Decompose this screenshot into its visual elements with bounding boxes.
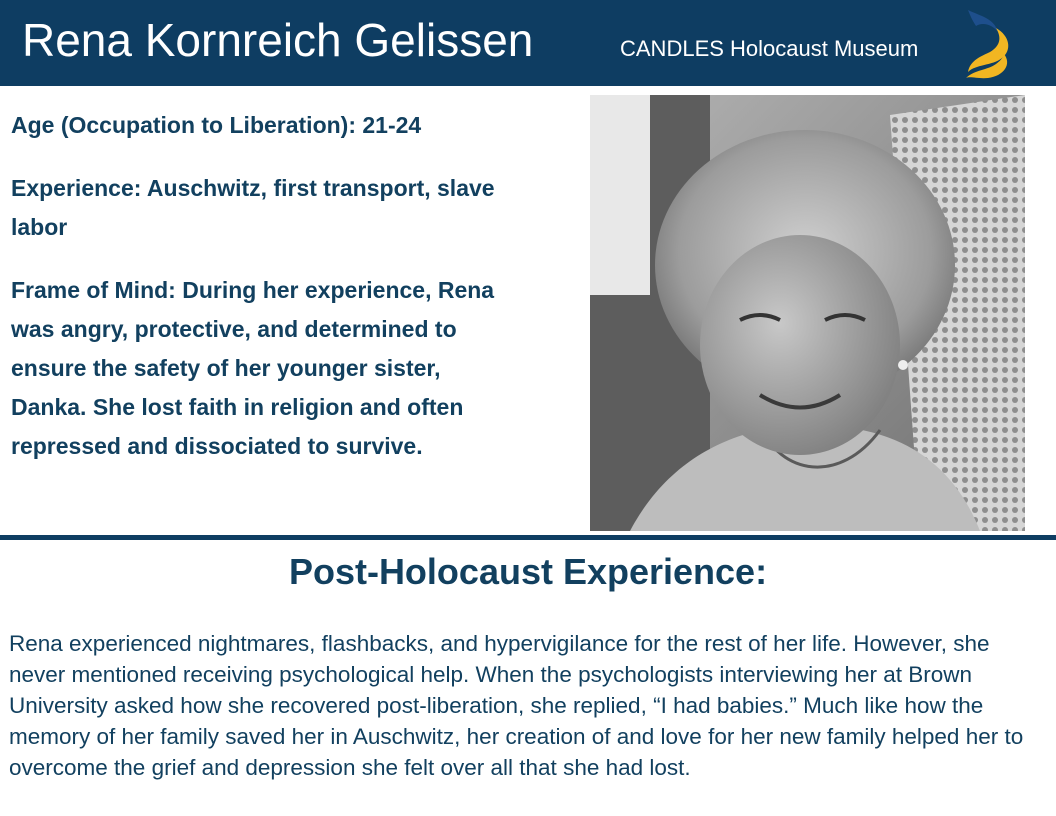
page-title: Rena Kornreich Gelissen (22, 14, 534, 66)
candles-flame-logo-icon (958, 6, 1014, 82)
post-holocaust-heading: Post-Holocaust Experience: (288, 551, 768, 592)
post-holocaust-body: Rena experienced nightmares, flashbacks, and hypervigilance for the rest of her life. However, she never mentioned receiving psychological help. When the psychologists interviewing her at Brown University asked how she recovered post-liberation, she replied, “I had babies.” Much like how the memory of her family saved her in Auschwitz, her creation of and love for her new family helped her to overcome the grief and depression she felt over all that she had lost. (9, 631, 1024, 780)
experience-fact: Experience: Auschwitz, first transport, slave labor (11, 175, 495, 240)
profile-facts (11, 106, 511, 466)
age-fact: Age (Occupation to Liberation): 21-24 (11, 112, 422, 138)
frame-of-mind-fact: Frame of Mind: During her experience, Rena was angry, protective, and determined to ensure the safety of her younger sister, Danka. She lost faith in religion and often repressed and dissociated to survive. (11, 277, 495, 459)
page-header (0, 0, 1056, 86)
museum-name: CANDLES Holocaust Museum (620, 36, 919, 61)
portrait-photo (590, 95, 1025, 531)
portrait-illustration (590, 95, 1025, 531)
section-divider (0, 535, 1056, 540)
